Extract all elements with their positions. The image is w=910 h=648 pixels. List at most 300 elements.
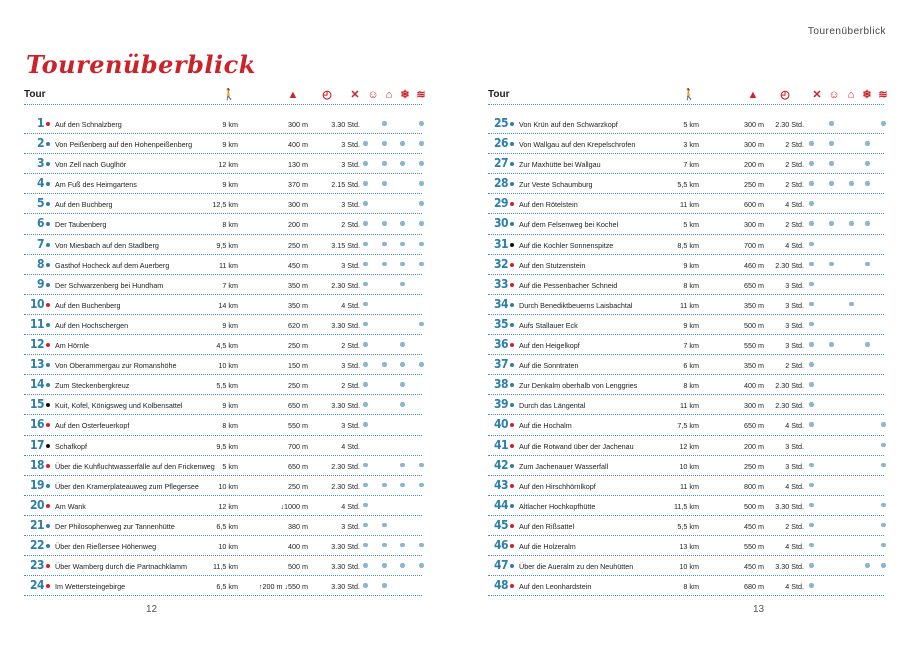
difficulty-dot-blue	[46, 182, 50, 186]
tour-row[interactable]	[488, 114, 884, 134]
feature-dot	[809, 503, 814, 508]
feature-dot	[382, 362, 387, 367]
feature-dot	[382, 563, 387, 568]
tour-number: 12	[29, 337, 44, 352]
feature-dot	[400, 342, 405, 347]
difficulty-dot-red	[510, 524, 514, 528]
tour-row[interactable]	[488, 496, 884, 516]
section-title: Tourenüberblick	[26, 50, 256, 79]
tour-ascent: 300 m	[288, 200, 308, 210]
feature-dot	[419, 463, 424, 468]
tour-ascent: 650 m	[288, 461, 308, 471]
tour-name: Von Krün auf den Schwarzkopf	[519, 120, 618, 129]
tour-duration: 3 Std.	[785, 300, 804, 310]
tour-row[interactable]	[24, 335, 422, 355]
right-page	[488, 0, 888, 648]
tour-number: 15	[29, 397, 44, 412]
tour-name: Über den Kramerplateauweg zum Pflegersee	[55, 481, 199, 491]
difficulty-dot-red	[510, 343, 514, 347]
tour-ascent: 250 m	[288, 381, 308, 391]
tour-distance: 11 km	[679, 200, 699, 210]
tour-number: 13	[29, 357, 44, 372]
feature-dot	[363, 262, 368, 267]
feature-dot	[809, 382, 814, 387]
tour-distance: 5 km	[683, 220, 699, 230]
tour-ascent: 400 m	[288, 541, 308, 551]
tour-name: Auf die Pessenbacher Schneid	[519, 280, 618, 290]
tour-duration: 3 Std.	[341, 160, 360, 170]
feature-dot	[363, 201, 368, 206]
tour-ascent: 650 m	[744, 280, 764, 290]
tour-row[interactable]	[488, 456, 884, 476]
tour-duration: 4 Std.	[341, 300, 360, 310]
tour-row[interactable]	[24, 194, 422, 214]
feature-dot	[865, 262, 870, 267]
tour-duration: 2 Std.	[785, 140, 804, 150]
tour-distance: 7 km	[222, 280, 238, 290]
snowflake-icon: ❄	[862, 89, 872, 101]
page-number: 12	[146, 604, 158, 615]
tour-ascent: 380 m	[288, 521, 308, 531]
tour-ascent: 350 m	[288, 280, 308, 290]
tour-duration: 2.30 Std.	[775, 260, 804, 270]
feature-dot	[865, 141, 870, 146]
tour-number: 21	[29, 517, 44, 532]
feature-dot	[419, 543, 424, 548]
tour-duration: 3 Std.	[341, 260, 360, 270]
tour-name: Aufs Stallauer Eck	[519, 320, 578, 330]
feature-dot	[419, 262, 424, 267]
feature-dot	[419, 362, 424, 367]
tour-name: Von Zell nach Guglhör	[55, 160, 127, 170]
feature-dot	[809, 201, 814, 206]
tour-number: 18	[29, 457, 44, 472]
feature-dot	[400, 543, 405, 548]
tour-duration: 3 Std.	[341, 140, 360, 150]
tour-row[interactable]	[24, 456, 422, 476]
feature-dot	[419, 242, 424, 247]
feature-dot	[881, 523, 886, 528]
tour-duration: 3.15 Std.	[331, 240, 360, 250]
mountain-icon: ▲	[287, 89, 299, 101]
tour-distance: 8 km	[222, 220, 238, 230]
tour-number: 16	[29, 417, 44, 432]
feature-dot	[382, 483, 387, 488]
tour-duration: 3.30 Std.	[331, 320, 360, 330]
tour-distance: 12,5 km	[212, 200, 238, 210]
feature-dot	[809, 221, 814, 226]
feature-dot	[400, 242, 405, 247]
tour-duration: 3.30 Std.	[331, 401, 360, 411]
feature-dot	[400, 463, 405, 468]
tour-name: Von Miesbach auf den Stadlberg	[55, 240, 159, 250]
smiley-icon: ☺	[828, 89, 840, 101]
tour-duration: 3 Std.	[341, 200, 360, 210]
tour-name: Der Taubenberg	[55, 220, 107, 230]
tour-distance: 3 km	[683, 140, 699, 150]
feature-dot	[363, 302, 368, 307]
tour-duration: 3.30 Std.	[331, 562, 360, 572]
tour-duration: 3.30 Std.	[775, 501, 804, 511]
museum-icon: ⌂	[847, 89, 855, 101]
tour-row[interactable]	[488, 154, 884, 174]
tour-row[interactable]	[488, 536, 884, 556]
tour-duration: 2.30 Std.	[331, 280, 360, 290]
difficulty-dot-blue	[46, 142, 50, 146]
tour-duration: 3 Std.	[785, 461, 804, 471]
tour-duration: 4 Std.	[785, 481, 804, 491]
tour-row[interactable]	[24, 516, 422, 536]
difficulty-dot-blue	[510, 122, 514, 126]
feature-dot	[809, 362, 814, 367]
tour-row[interactable]	[24, 214, 422, 234]
feature-dot	[419, 483, 424, 488]
tour-row[interactable]	[24, 134, 422, 154]
tour-distance: 7 km	[683, 341, 699, 351]
difficulty-dot-red	[46, 584, 50, 588]
feature-dot	[382, 141, 387, 146]
tour-number: 20	[29, 497, 44, 512]
difficulty-dot-blue	[46, 222, 50, 226]
tour-row[interactable]	[488, 174, 884, 194]
difficulty-dot-black	[46, 403, 50, 407]
tour-row[interactable]	[488, 516, 884, 536]
feature-dot	[881, 422, 886, 427]
tour-row[interactable]	[488, 375, 884, 395]
difficulty-dot-black	[510, 243, 514, 247]
tour-number: 11	[29, 316, 44, 331]
tour-ascent: 370 m	[288, 180, 308, 190]
feature-dot	[400, 141, 405, 146]
feature-dot	[419, 201, 424, 206]
feature-dot	[865, 221, 870, 226]
tour-distance: 8 km	[683, 582, 699, 592]
feature-dot	[400, 402, 405, 407]
tour-duration: 2.30 Std.	[331, 481, 360, 491]
page-number: 13	[753, 604, 765, 615]
tour-row[interactable]	[488, 235, 884, 255]
feature-dot	[400, 563, 405, 568]
tour-number: 14	[29, 377, 44, 392]
tour-number: 40	[493, 417, 508, 432]
tour-number: 47	[493, 558, 508, 573]
feature-dot	[809, 563, 814, 568]
tour-row[interactable]	[24, 114, 422, 134]
tour-duration: 2 Std.	[341, 341, 360, 351]
tour-distance: 10 km	[218, 481, 238, 491]
difficulty-dot-red	[46, 122, 50, 126]
tour-ascent: 450 m	[744, 521, 764, 531]
tour-name: Über die Aueralm zu den Neuhütten	[519, 562, 634, 572]
tour-ascent: 500 m	[744, 320, 764, 330]
tour-distance: 8 km	[683, 381, 699, 391]
tour-ascent: 200 m	[288, 220, 308, 230]
tour-name: Zur Maxhütte bei Wallgau	[519, 160, 601, 170]
tour-row[interactable]	[24, 255, 422, 275]
tour-name: Altlacher Hochkopfhütte	[519, 501, 596, 511]
left-page	[24, 0, 426, 648]
tour-row[interactable]	[24, 395, 422, 415]
difficulty-dot-red	[46, 423, 50, 427]
feature-dot	[809, 282, 814, 287]
tour-ascent: 650 m	[288, 401, 308, 411]
feature-dot	[809, 483, 814, 488]
tour-ascent: 550 m	[744, 341, 764, 351]
difficulty-dot-blue	[46, 202, 50, 206]
feature-dot	[419, 181, 424, 186]
feature-dot	[382, 242, 387, 247]
tour-number: 37	[493, 357, 508, 372]
feature-dot	[809, 262, 814, 267]
feature-dot	[419, 161, 424, 166]
tour-number: 44	[493, 497, 508, 512]
tour-duration: 2 Std.	[341, 381, 360, 391]
tour-row[interactable]	[24, 275, 422, 295]
tour-row[interactable]	[24, 154, 422, 174]
tour-distance: 5,5 km	[677, 180, 699, 190]
tour-row[interactable]	[488, 255, 884, 275]
tour-distance: 9 km	[222, 140, 238, 150]
tour-name: Auf den Buchberg	[55, 200, 113, 210]
feature-dot	[865, 161, 870, 166]
feature-dot	[363, 242, 368, 247]
tour-row[interactable]	[488, 134, 884, 154]
tour-duration: 3.30 Std.	[331, 120, 360, 129]
tour-name: Am Hörnle	[55, 341, 89, 351]
feature-dot	[363, 402, 368, 407]
tour-ascent: ↓1000 m	[280, 501, 308, 511]
tour-number: 9	[36, 276, 44, 291]
tour-distance: 11,5 km	[673, 501, 699, 511]
tour-row[interactable]	[24, 576, 422, 596]
difficulty-dot-red	[46, 504, 50, 508]
tour-number: 3	[36, 156, 44, 171]
feature-dot	[809, 302, 814, 307]
tour-distance: 11 km	[679, 481, 699, 491]
difficulty-dot-black	[46, 444, 50, 448]
tour-name: Auf die Hochalm	[519, 421, 572, 431]
tour-name: Auf den Rötelstein	[519, 200, 578, 210]
tour-name: Auf die Rotwand über der Jachenau	[519, 441, 634, 451]
tour-ascent: 130 m	[288, 160, 308, 170]
difficulty-dot-blue	[510, 222, 514, 226]
feature-dot	[363, 282, 368, 287]
feature-dot	[363, 563, 368, 568]
tour-name: Am Fuß des Heimgartens	[55, 180, 137, 190]
tour-name: Der Schwarzenberg bei Hundham	[55, 280, 164, 290]
difficulty-dot-blue	[46, 544, 50, 548]
tour-row[interactable]	[24, 174, 422, 194]
tour-ascent: 620 m	[288, 320, 308, 330]
feature-dot	[400, 382, 405, 387]
tour-ascent: 800 m	[744, 481, 764, 491]
tour-row[interactable]	[488, 415, 884, 435]
tour-number: 31	[493, 236, 508, 251]
tour-row[interactable]	[24, 536, 422, 556]
tour-name: Von Peißenberg auf den Hohenpeißenberg	[55, 140, 193, 150]
tour-row[interactable]	[488, 436, 884, 456]
tour-ascent: 300 m	[744, 120, 764, 129]
tour-ascent: 300 m	[744, 220, 764, 230]
tour-number: 26	[493, 136, 508, 151]
tour-distance: 5,5 km	[677, 521, 699, 531]
tour-number: 2	[36, 136, 44, 151]
tour-name: Auf die Sonntraten	[519, 361, 579, 371]
tour-row[interactable]	[488, 335, 884, 355]
running-head: Tourenüberblick	[807, 26, 886, 37]
feature-dot	[363, 543, 368, 548]
tour-distance: 11 km	[218, 260, 238, 270]
feature-dot	[363, 463, 368, 468]
tour-name: Kuit, Kofel, Königsweg und Kolbensattel	[55, 401, 183, 411]
tour-row[interactable]	[488, 476, 884, 496]
tour-duration: 3 Std.	[785, 280, 804, 290]
difficulty-dot-blue	[46, 383, 50, 387]
tour-row[interactable]	[24, 375, 422, 395]
tour-list	[488, 114, 884, 596]
difficulty-dot-red	[510, 423, 514, 427]
tour-duration: 2 Std.	[785, 521, 804, 531]
tour-ascent: 650 m	[744, 421, 764, 431]
tour-row[interactable]	[24, 556, 422, 576]
tour-ascent: 300 m	[744, 140, 764, 150]
tour-row[interactable]	[488, 194, 884, 214]
tour-distance: 6,5 km	[216, 521, 238, 531]
feature-dot	[809, 242, 814, 247]
feature-dot	[809, 181, 814, 186]
tour-number: 10	[29, 296, 44, 311]
tour-duration: 2.30 Std.	[775, 401, 804, 411]
tour-number: 36	[493, 337, 508, 352]
difficulty-dot-blue	[510, 383, 514, 387]
tour-duration: 2 Std.	[785, 180, 804, 190]
tour-distance: 8 km	[222, 421, 238, 431]
tour-distance: 6 km	[683, 361, 699, 371]
tour-ascent: 300 m	[288, 120, 308, 129]
museum-icon: ⌂	[385, 89, 393, 101]
feature-dot	[809, 322, 814, 327]
tour-number: 46	[493, 537, 508, 552]
feature-dot	[363, 583, 368, 588]
feature-dot	[809, 543, 814, 548]
tour-ascent: 500 m	[744, 501, 764, 511]
tour-name: Auf den Rißsattel	[519, 521, 575, 531]
tour-row[interactable]	[488, 315, 884, 335]
hiker-icon: 🚶	[682, 89, 696, 101]
tour-name: Auf die Holzeralm	[519, 541, 576, 551]
tour-duration: 2 Std.	[785, 361, 804, 371]
tour-name: Auf den Heigelkopf	[519, 341, 580, 351]
tour-name: Auf die Kochler Sonnenspitze	[519, 240, 614, 250]
feature-dot	[419, 221, 424, 226]
difficulty-dot-blue	[46, 243, 50, 247]
feature-dot	[363, 382, 368, 387]
tour-row[interactable]	[488, 576, 884, 596]
tour-distance: 9 km	[222, 320, 238, 330]
difficulty-dot-blue	[510, 403, 514, 407]
tour-number: 33	[493, 276, 508, 291]
difficulty-dot-blue	[46, 484, 50, 488]
difficulty-dot-red	[510, 544, 514, 548]
tour-column-header: Tour	[488, 89, 510, 100]
tour-name: Auf den Schnalzberg	[55, 120, 122, 129]
feature-dot	[382, 262, 387, 267]
tour-name: Auf den Hirschhörnlkopf	[519, 481, 596, 491]
difficulty-dot-blue	[510, 142, 514, 146]
tour-number: 4	[36, 176, 44, 191]
tour-row[interactable]	[24, 355, 422, 375]
feature-dot	[829, 262, 834, 267]
feature-dot	[809, 583, 814, 588]
tour-number: 28	[493, 176, 508, 191]
tour-distance: 9 km	[222, 180, 238, 190]
tour-row[interactable]	[488, 395, 884, 415]
feature-dot	[419, 121, 424, 126]
tour-row[interactable]	[488, 275, 884, 295]
tour-ascent: 150 m	[288, 361, 308, 371]
tour-distance: 8,5 km	[677, 240, 699, 250]
feature-dot	[865, 563, 870, 568]
feature-dot	[809, 141, 814, 146]
tour-number: 32	[493, 256, 508, 271]
tour-row[interactable]	[488, 355, 884, 375]
restaurant-icon: ✕	[350, 89, 360, 101]
tour-distance: 10 km	[679, 461, 699, 471]
feature-dot	[829, 181, 834, 186]
tour-duration: 3.30 Std.	[331, 582, 360, 592]
tour-number: 19	[29, 477, 44, 492]
tour-row[interactable]	[488, 214, 884, 234]
header-divider	[24, 104, 422, 105]
tour-name: Durch das Längental	[519, 401, 586, 411]
tour-name: Über den Rießersee Höhenweg	[55, 541, 157, 551]
tour-distance: 9 km	[683, 320, 699, 330]
tour-name: Von Oberammergau zur Romanshöhe	[55, 361, 177, 371]
tour-duration: 3 Std.	[341, 361, 360, 371]
difficulty-dot-blue	[510, 162, 514, 166]
tour-number: 30	[493, 216, 508, 231]
tour-row[interactable]	[24, 415, 422, 435]
difficulty-dot-red	[46, 464, 50, 468]
feature-dot	[363, 161, 368, 166]
tour-ascent: 250 m	[744, 461, 764, 471]
tour-row[interactable]	[24, 436, 422, 456]
tour-row[interactable]	[488, 556, 884, 576]
tour-row[interactable]	[24, 235, 422, 255]
feature-dot	[363, 342, 368, 347]
tour-number: 39	[493, 397, 508, 412]
tour-ascent: 400 m	[744, 381, 764, 391]
tour-row[interactable]	[24, 496, 422, 516]
tour-row[interactable]	[24, 315, 422, 335]
tour-name: Auf den Hochschergen	[55, 320, 129, 330]
tour-row[interactable]	[24, 295, 422, 315]
feature-dot	[809, 402, 814, 407]
feature-dot	[809, 342, 814, 347]
tour-row[interactable]	[24, 476, 422, 496]
tour-row[interactable]	[488, 295, 884, 315]
tour-distance: 11 km	[679, 300, 699, 310]
tour-ascent: 350 m	[288, 300, 308, 310]
difficulty-dot-blue	[46, 162, 50, 166]
tour-name: Auf den Buchenberg	[55, 300, 121, 310]
tour-ascent: 460 m	[744, 260, 764, 270]
feature-dot	[809, 161, 814, 166]
tour-name: Gasthof Hocheck auf dem Auerberg	[55, 260, 170, 270]
difficulty-dot-blue	[510, 363, 514, 367]
tour-number: 1	[36, 116, 44, 130]
difficulty-dot-red	[510, 484, 514, 488]
